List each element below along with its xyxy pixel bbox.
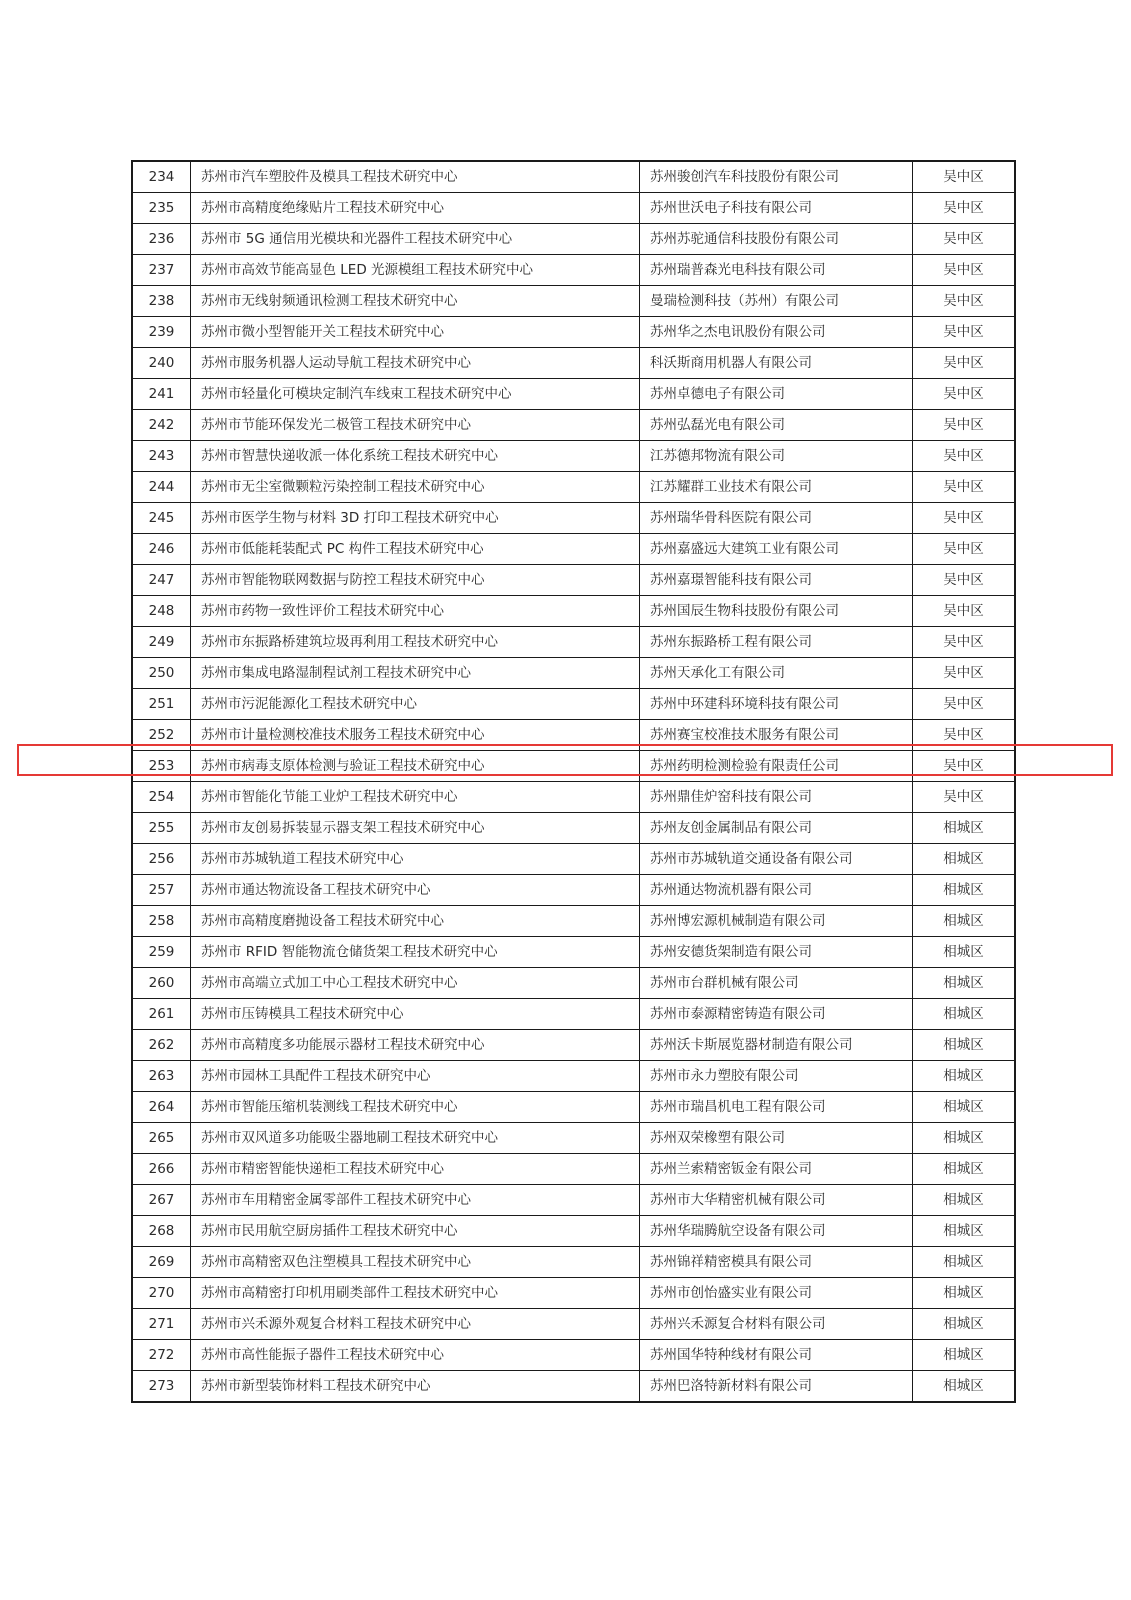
- table-row: [132, 596, 1015, 627]
- table-row: [132, 782, 1015, 813]
- center-name: 苏州市节能环保发光二极管工程技术研究中心: [191, 410, 640, 441]
- center-name: 苏州市民用航空厨房插件工程技术研究中心: [191, 1216, 640, 1247]
- district: 相城区: [913, 1154, 1016, 1185]
- center-name: 苏州市新型装饰材料工程技术研究中心: [191, 1371, 640, 1403]
- center-name: 苏州市污泥能源化工程技术研究中心: [191, 689, 640, 720]
- center-name: 苏州市高精度绝缘贴片工程技术研究中心: [191, 193, 640, 224]
- table-row: [132, 689, 1015, 720]
- company-name: 苏州双荣橡塑有限公司: [640, 1123, 913, 1154]
- company-name: 苏州世沃电子科技有限公司: [640, 193, 913, 224]
- table-row: [132, 503, 1015, 534]
- company-name: 苏州华之杰电讯股份有限公司: [640, 317, 913, 348]
- company-name: 苏州国辰生物科技股份有限公司: [640, 596, 913, 627]
- center-name: 苏州市无线射频通讯检测工程技术研究中心: [191, 286, 640, 317]
- district: 吴中区: [913, 720, 1016, 751]
- company-name: 苏州瑞华骨科医院有限公司: [640, 503, 913, 534]
- table-row: [132, 1340, 1015, 1371]
- company-name: 苏州友创金属制品有限公司: [640, 813, 913, 844]
- row-number: 257: [132, 875, 191, 906]
- table-row: [132, 379, 1015, 410]
- table-body: [132, 161, 1015, 1402]
- table-row: [132, 844, 1015, 875]
- center-name: 苏州市高精密打印机用刷类部件工程技术研究中心: [191, 1278, 640, 1309]
- row-number: 254: [132, 782, 191, 813]
- company-name: 苏州博宏源机械制造有限公司: [640, 906, 913, 937]
- table-row: [132, 1216, 1015, 1247]
- district: 相城区: [913, 1030, 1016, 1061]
- district: 吴中区: [913, 348, 1016, 379]
- district: 相城区: [913, 1123, 1016, 1154]
- company-name: 苏州华瑞腾航空设备有限公司: [640, 1216, 913, 1247]
- row-number: 273: [132, 1371, 191, 1403]
- district: 相城区: [913, 999, 1016, 1030]
- company-name: 苏州兰索精密钣金有限公司: [640, 1154, 913, 1185]
- district: 吴中区: [913, 255, 1016, 286]
- row-number: 264: [132, 1092, 191, 1123]
- company-name: 苏州市永力塑胶有限公司: [640, 1061, 913, 1092]
- table-row: [132, 224, 1015, 255]
- center-name: 苏州市苏城轨道工程技术研究中心: [191, 844, 640, 875]
- row-number: 243: [132, 441, 191, 472]
- company-name: 苏州市台群机械有限公司: [640, 968, 913, 999]
- table-row: [132, 658, 1015, 689]
- district: 吴中区: [913, 161, 1016, 193]
- table-row: [132, 1371, 1015, 1403]
- company-name: 苏州市瑞昌机电工程有限公司: [640, 1092, 913, 1123]
- center-name: 苏州市低能耗装配式 PC 构件工程技术研究中心: [191, 534, 640, 565]
- row-number: 268: [132, 1216, 191, 1247]
- center-name: 苏州市精密智能快递柜工程技术研究中心: [191, 1154, 640, 1185]
- center-name: 苏州市园林工具配件工程技术研究中心: [191, 1061, 640, 1092]
- row-number: 235: [132, 193, 191, 224]
- district: 相城区: [913, 1340, 1016, 1371]
- row-number: 238: [132, 286, 191, 317]
- table-row: [132, 968, 1015, 999]
- center-name: 苏州市通达物流设备工程技术研究中心: [191, 875, 640, 906]
- district: 相城区: [913, 1309, 1016, 1340]
- row-number: 256: [132, 844, 191, 875]
- company-name: 科沃斯商用机器人有限公司: [640, 348, 913, 379]
- company-name: 苏州嘉璟智能科技有限公司: [640, 565, 913, 596]
- district: 吴中区: [913, 782, 1016, 813]
- table-row: [132, 906, 1015, 937]
- row-number: 269: [132, 1247, 191, 1278]
- row-number: 242: [132, 410, 191, 441]
- district: 吴中区: [913, 534, 1016, 565]
- row-number: 267: [132, 1185, 191, 1216]
- district: 相城区: [913, 1371, 1016, 1403]
- table-row: [132, 286, 1015, 317]
- district: 吴中区: [913, 689, 1016, 720]
- center-name: 苏州市兴禾源外观复合材料工程技术研究中心: [191, 1309, 640, 1340]
- row-number: 253: [132, 751, 191, 782]
- research-center-table: [131, 160, 1016, 1403]
- center-name: 苏州市集成电路湿制程试剂工程技术研究中心: [191, 658, 640, 689]
- company-name: 苏州卓德电子有限公司: [640, 379, 913, 410]
- table-row: [132, 937, 1015, 968]
- district: 吴中区: [913, 193, 1016, 224]
- district: 相城区: [913, 906, 1016, 937]
- center-name: 苏州市药物一致性评价工程技术研究中心: [191, 596, 640, 627]
- district: 相城区: [913, 1185, 1016, 1216]
- center-name: 苏州市医学生物与材料 3D 打印工程技术研究中心: [191, 503, 640, 534]
- company-name: 苏州药明检测检验有限责任公司: [640, 751, 913, 782]
- table-row: [132, 565, 1015, 596]
- row-number: 248: [132, 596, 191, 627]
- company-name: 苏州锦祥精密模具有限公司: [640, 1247, 913, 1278]
- district: 吴中区: [913, 565, 1016, 596]
- center-name: 苏州市高性能振子器件工程技术研究中心: [191, 1340, 640, 1371]
- row-number: 249: [132, 627, 191, 658]
- table-row: [132, 472, 1015, 503]
- table-row: [132, 813, 1015, 844]
- table-row: [132, 875, 1015, 906]
- row-number: 247: [132, 565, 191, 596]
- table-row: [132, 1061, 1015, 1092]
- center-name: 苏州市微小型智能开关工程技术研究中心: [191, 317, 640, 348]
- center-name: 苏州市智慧快递收派一体化系统工程技术研究中心: [191, 441, 640, 472]
- table-row: [132, 534, 1015, 565]
- center-name: 苏州市智能化节能工业炉工程技术研究中心: [191, 782, 640, 813]
- company-name: 苏州市苏城轨道交通设备有限公司: [640, 844, 913, 875]
- center-name: 苏州市车用精密金属零部件工程技术研究中心: [191, 1185, 640, 1216]
- row-number: 271: [132, 1309, 191, 1340]
- district: 吴中区: [913, 379, 1016, 410]
- company-name: 苏州瑞普森光电科技有限公司: [640, 255, 913, 286]
- district: 吴中区: [913, 317, 1016, 348]
- district: 相城区: [913, 813, 1016, 844]
- row-number: 234: [132, 161, 191, 193]
- district: 吴中区: [913, 472, 1016, 503]
- row-number: 262: [132, 1030, 191, 1061]
- row-number: 260: [132, 968, 191, 999]
- table-row: [132, 255, 1015, 286]
- center-name: 苏州市双风道多功能吸尘器地刷工程技术研究中心: [191, 1123, 640, 1154]
- table-row: [132, 1123, 1015, 1154]
- table-row: [132, 441, 1015, 472]
- row-number: 252: [132, 720, 191, 751]
- company-name: 苏州沃卡斯展览器材制造有限公司: [640, 1030, 913, 1061]
- table-row: [132, 999, 1015, 1030]
- center-name: 苏州市高精密双色注塑模具工程技术研究中心: [191, 1247, 640, 1278]
- center-name: 苏州市智能压缩机装测线工程技术研究中心: [191, 1092, 640, 1123]
- district: 相城区: [913, 968, 1016, 999]
- center-name: 苏州市 RFID 智能物流仓储货架工程技术研究中心: [191, 937, 640, 968]
- center-name: 苏州市高精度磨抛设备工程技术研究中心: [191, 906, 640, 937]
- table-row: [132, 1030, 1015, 1061]
- center-name: 苏州市 5G 通信用光模块和光器件工程技术研究中心: [191, 224, 640, 255]
- center-name: 苏州市高效节能高显色 LED 光源模组工程技术研究中心: [191, 255, 640, 286]
- company-name: 曼瑞检测科技（苏州）有限公司: [640, 286, 913, 317]
- row-number: 255: [132, 813, 191, 844]
- company-name: 苏州弘磊光电有限公司: [640, 410, 913, 441]
- center-name: 苏州市病毒支原体检测与验证工程技术研究中心: [191, 751, 640, 782]
- table-row: [132, 1309, 1015, 1340]
- company-name: 苏州市泰源精密铸造有限公司: [640, 999, 913, 1030]
- company-name: 苏州巴洛特新材料有限公司: [640, 1371, 913, 1403]
- district: 吴中区: [913, 224, 1016, 255]
- table-row: [132, 317, 1015, 348]
- district: 吴中区: [913, 410, 1016, 441]
- district: 吴中区: [913, 441, 1016, 472]
- center-name: 苏州市无尘室微颗粒污染控制工程技术研究中心: [191, 472, 640, 503]
- row-number: 270: [132, 1278, 191, 1309]
- center-name: 苏州市东振路桥建筑垃圾再利用工程技术研究中心: [191, 627, 640, 658]
- center-name: 苏州市压铸模具工程技术研究中心: [191, 999, 640, 1030]
- district: 相城区: [913, 1092, 1016, 1123]
- table-row: [132, 1154, 1015, 1185]
- row-number: 244: [132, 472, 191, 503]
- company-name: 苏州赛宝校准技术服务有限公司: [640, 720, 913, 751]
- row-number: 251: [132, 689, 191, 720]
- row-number: 266: [132, 1154, 191, 1185]
- row-number: 263: [132, 1061, 191, 1092]
- center-name: 苏州市轻量化可模块定制汽车线束工程技术研究中心: [191, 379, 640, 410]
- table-row: [132, 627, 1015, 658]
- company-name: 苏州苏驼通信科技股份有限公司: [640, 224, 913, 255]
- district: 相城区: [913, 1216, 1016, 1247]
- table-row: [132, 751, 1015, 782]
- row-number: 246: [132, 534, 191, 565]
- company-name: 苏州鼎佳炉窑科技有限公司: [640, 782, 913, 813]
- district: 相城区: [913, 844, 1016, 875]
- center-name: 苏州市计量检测校准技术服务工程技术研究中心: [191, 720, 640, 751]
- center-name: 苏州市服务机器人运动导航工程技术研究中心: [191, 348, 640, 379]
- company-name: 苏州市大华精密机械有限公司: [640, 1185, 913, 1216]
- center-name: 苏州市高精度多功能展示器材工程技术研究中心: [191, 1030, 640, 1061]
- row-number: 265: [132, 1123, 191, 1154]
- district: 吴中区: [913, 596, 1016, 627]
- table-row: [132, 410, 1015, 441]
- table-row: [132, 720, 1015, 751]
- table-row: [132, 1247, 1015, 1278]
- table-row: [132, 1278, 1015, 1309]
- row-number: 259: [132, 937, 191, 968]
- row-number: 241: [132, 379, 191, 410]
- row-number: 236: [132, 224, 191, 255]
- company-name: 苏州骏创汽车科技股份有限公司: [640, 161, 913, 193]
- row-number: 272: [132, 1340, 191, 1371]
- company-name: 苏州国华特种线材有限公司: [640, 1340, 913, 1371]
- row-number: 239: [132, 317, 191, 348]
- center-name: 苏州市友创易拆装显示器支架工程技术研究中心: [191, 813, 640, 844]
- row-number: 261: [132, 999, 191, 1030]
- district: 相城区: [913, 1278, 1016, 1309]
- row-number: 250: [132, 658, 191, 689]
- company-name: 苏州兴禾源复合材料有限公司: [640, 1309, 913, 1340]
- district: 吴中区: [913, 627, 1016, 658]
- district: 吴中区: [913, 751, 1016, 782]
- table-row: [132, 1185, 1015, 1216]
- center-name: 苏州市智能物联网数据与防控工程技术研究中心: [191, 565, 640, 596]
- table-row: [132, 1092, 1015, 1123]
- district: 相城区: [913, 1247, 1016, 1278]
- company-name: 苏州东振路桥工程有限公司: [640, 627, 913, 658]
- district: 吴中区: [913, 286, 1016, 317]
- company-name: 江苏耀群工业技术有限公司: [640, 472, 913, 503]
- center-name: 苏州市高端立式加工中心工程技术研究中心: [191, 968, 640, 999]
- company-name: 苏州安德货架制造有限公司: [640, 937, 913, 968]
- table-row: [132, 348, 1015, 379]
- row-number: 240: [132, 348, 191, 379]
- company-name: 苏州中环建科环境科技有限公司: [640, 689, 913, 720]
- row-number: 258: [132, 906, 191, 937]
- company-name: 苏州嘉盛远大建筑工业有限公司: [640, 534, 913, 565]
- company-name: 苏州通达物流机器有限公司: [640, 875, 913, 906]
- company-name: 苏州天承化工有限公司: [640, 658, 913, 689]
- row-number: 245: [132, 503, 191, 534]
- district: 吴中区: [913, 503, 1016, 534]
- district: 相城区: [913, 1061, 1016, 1092]
- table-row: [132, 193, 1015, 224]
- row-number: 237: [132, 255, 191, 286]
- center-name: 苏州市汽车塑胶件及模具工程技术研究中心: [191, 161, 640, 193]
- district: 吴中区: [913, 658, 1016, 689]
- company-name: 江苏德邦物流有限公司: [640, 441, 913, 472]
- district: 相城区: [913, 937, 1016, 968]
- company-name: 苏州市创怡盛实业有限公司: [640, 1278, 913, 1309]
- district: 相城区: [913, 875, 1016, 906]
- table-row: [132, 161, 1015, 193]
